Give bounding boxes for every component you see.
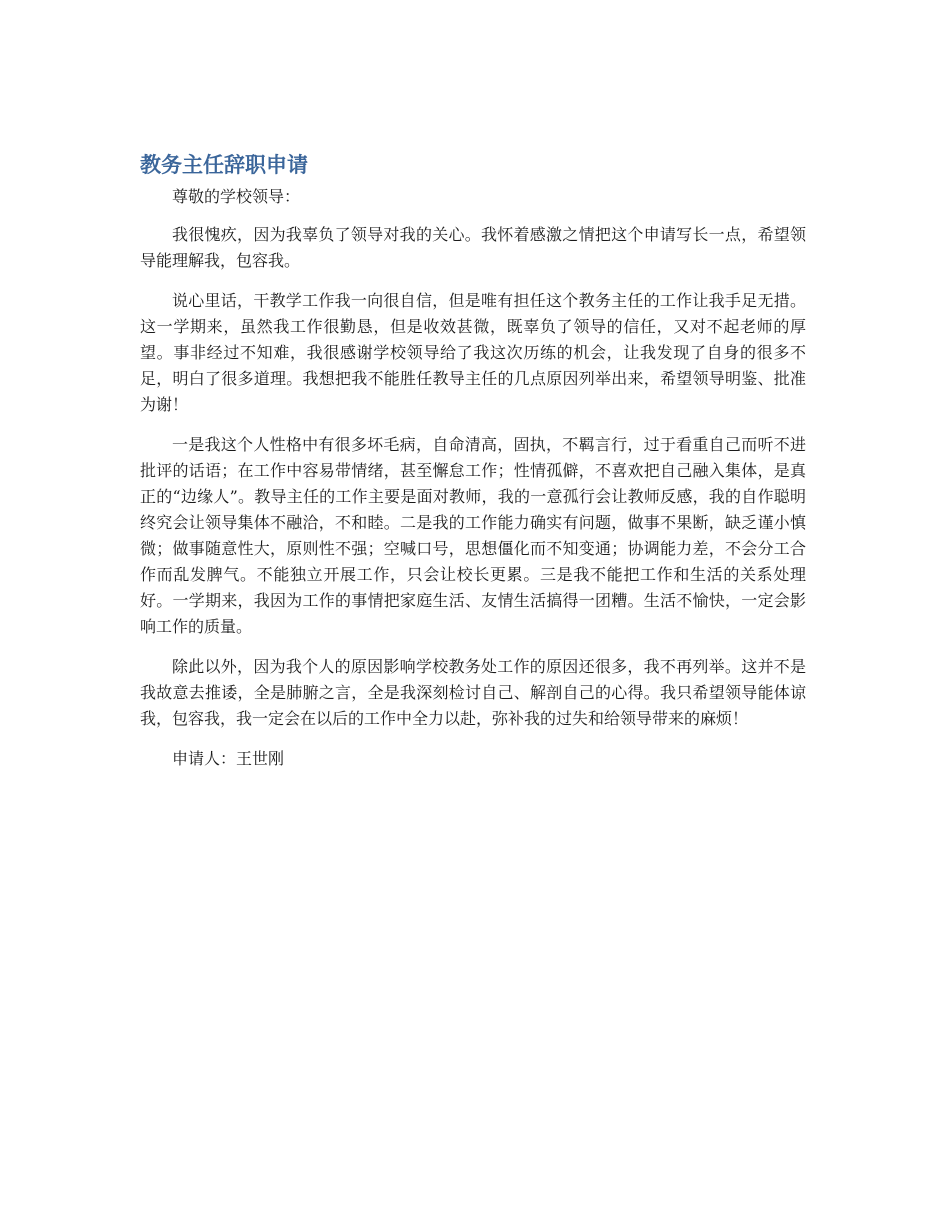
- document-page: [140, 150, 806, 786]
- salutation: 尊敬的学校领导：: [172, 187, 301, 206]
- signature: 申请人：王世刚: [172, 749, 285, 768]
- paragraph-4: 除此以外，因为我个人的原因影响学校教务处工作的原因还很多，我不再列举。这并不是我故意去推诿，全是肺腑之言，全是我深刻检讨自己、解剖自己的心得。我只希望领导能体谅我，包容我，我一定会在以后的工作中全力以赴，弥补我的过失和给领导带来的麻烦！: [140, 657, 806, 728]
- document-title: 教务主任辞职申请: [140, 153, 308, 177]
- paragraph-3: 一是我这个人性格中有很多坏毛病，自命清高，固执，不羁言行，过于看重自己而听不进批评的话语；在工作中容易带情绪，甚至懈怠工作；性情孤僻，不喜欢把自己融入集体，是真正的“边缘人”。教导主任的工作主要是面对教师，我的一意孤行会让教师反感，我的自作聪明终究会让领导集体不融洽，不和睦。二是我的工作能力确实有问题，做事不果断，缺乏谨小慎微；做事随意性大，原则性不强；空喊口号，思想僵化而不知变通；协调能力差，不会分工合作而乱发脾气。不能独立开展工作，只会让校长更累。三是我不能把工作和生活的关系处理好。一学期来，我因为工作的事情把家庭生活、友情生活搞得一团糟。生活不愉快，一定会影响工作的质量。: [140, 435, 806, 636]
- paragraph-1: 我很愧疚，因为我辜负了领导对我的关心。我怀着感激之情把这个申请写长一点，希望领导能理解我，包容我。: [140, 225, 806, 270]
- paragraph-2: 说心里话，干教学工作我一向很自信，但是唯有担任这个教务主任的工作让我手足无措。这一学期来，虽然我工作很勤恳，但是收效甚微，既辜负了领导的信任，又对不起老师的厚望。事非经过不知难，我很感谢学校领导给了我这次历练的机会，让我发现了自身的很多不足，明白了很多道理。我想把我不能胜任教导主任的几点原因列举出来，希望领导明鉴、批准为谢！: [140, 291, 806, 414]
